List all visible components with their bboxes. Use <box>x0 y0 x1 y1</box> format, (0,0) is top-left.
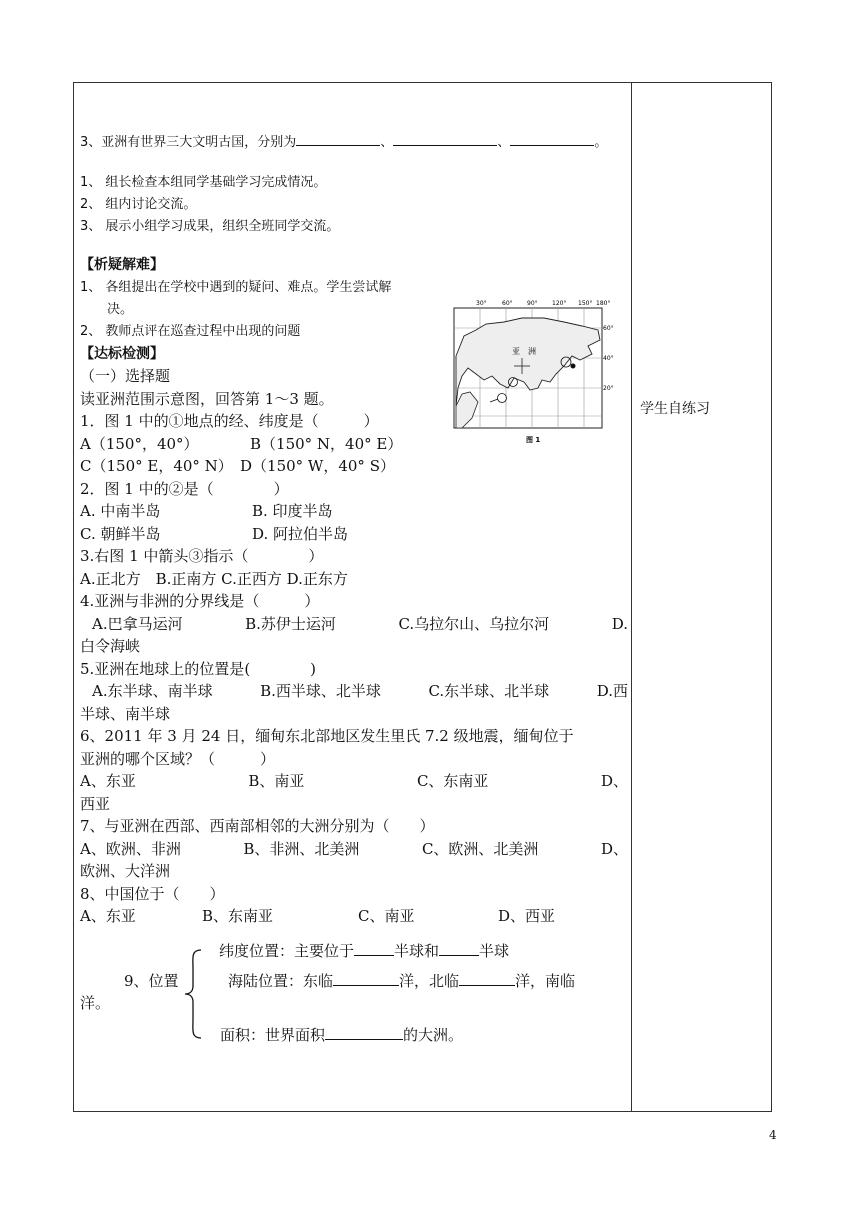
q6-options: A、东亚 B、南亚 C、东南亚 D、 <box>80 772 628 790</box>
q4-option-d-cont: 白令海峡 <box>80 637 141 655</box>
question-2: 2．图 1 中的②是（ ） <box>80 479 289 498</box>
answer-blank[interactable] <box>459 971 515 986</box>
q7-options: A、欧洲、非洲 B、非洲、北美洲 C、欧洲、北美洲 D、 <box>80 839 628 858</box>
q6-option-d-cont: 西亚 <box>80 794 111 813</box>
question-4: 4.亚洲与非洲的分界线是（ ） <box>80 592 320 610</box>
q9-sea-land: 海陆位置：东临 洋，北临 洋，南临 <box>228 971 576 990</box>
svg-text:90°: 90° <box>527 300 538 307</box>
svg-text:180°: 180° <box>596 300 611 307</box>
q5-options: A.东半球、南半球 B.西半球、北半球 C.东半球、北半球 D.西 <box>92 682 628 700</box>
side-note: 学生自练习 <box>640 401 710 417</box>
check-heading: 【达标检测】 <box>80 345 164 362</box>
group-steps <box>80 172 628 238</box>
answer-blank[interactable] <box>354 941 394 956</box>
svg-text:60°: 60° <box>502 300 513 307</box>
group-step: 1、 组长检查本组同学基础学习完成情况。 <box>80 175 327 190</box>
q4-options: A.巴拿马运河 B.苏伊士运河 C.乌拉尔山、乌拉尔河 D. <box>92 614 628 633</box>
q8-options: A、东亚 B、东南亚 C、南亚 D、西亚 <box>80 907 556 925</box>
svg-text:亚 洲: 亚 洲 <box>512 347 536 356</box>
question-6-cont: 亚洲的哪个区域？（ ） <box>80 749 276 768</box>
svg-text:图 1: 图 1 <box>526 436 541 444</box>
asia-map <box>452 296 612 446</box>
answer-blank[interactable] <box>325 1025 403 1040</box>
analyze-item: 决。 <box>107 301 134 317</box>
answer-blank[interactable] <box>296 131 380 146</box>
svg-text:20°: 20° <box>603 385 614 392</box>
question-8: 8、中国位于（ ） <box>80 884 225 903</box>
q5-option-d-cont: 半球、南半球 <box>80 704 171 723</box>
q2-options-ab: A. 中南半岛 B. 印度半岛 <box>80 502 333 520</box>
svg-text:60°: 60° <box>603 325 614 332</box>
answer-blank[interactable] <box>510 131 594 146</box>
svg-text:40°: 40° <box>603 355 614 362</box>
answer-blank[interactable] <box>439 941 479 956</box>
q1-options-ab: A（150°，40°） B（150° N，40° E） <box>80 434 403 453</box>
question-5: 5.亚洲在地球上的位置是( ) <box>80 659 317 678</box>
q9-label: 9、位置 <box>124 971 179 990</box>
svg-text:30°: 30° <box>476 300 487 307</box>
page-number: 4 <box>769 1128 777 1142</box>
q3-line: 3、亚洲有世界三大文明古国，分别为 、 、 。 <box>80 131 628 154</box>
answer-blank[interactable] <box>393 131 497 146</box>
question-7: 7、与亚洲在西部、西南部相邻的大洲分别为（ ） <box>80 817 435 835</box>
question-9 <box>80 940 628 1050</box>
q3b-options: A.正北方 B.正南方 C.正西方 D.正东方 <box>80 569 348 588</box>
analyze-heading: 【析疑解难】 <box>80 257 164 273</box>
group-step: 2、 组内讨论交流。 <box>80 197 197 212</box>
question-6: 6、2011 年 3 月 24 日，缅甸东北部地区发生里氏 7.2 级地震，缅甸位于 <box>80 727 574 745</box>
read-prompt: 读亚洲范围示意图，回答第 1～3 题。 <box>80 389 334 408</box>
svg-text:150°: 150° <box>578 300 593 307</box>
q9-area: 面积：世界面积 的大洲。 <box>220 1025 464 1044</box>
answer-blank[interactable] <box>333 971 399 986</box>
q7-option-d-cont: 欧洲、大洋洲 <box>80 862 171 880</box>
column-divider <box>631 82 632 1112</box>
analyze-item: 2、 教师点评在巡查过程中出现的问题 <box>80 323 301 339</box>
section-mc: （一）选择题 <box>80 367 171 385</box>
main-content <box>80 120 628 1050</box>
group-step: 3、 展示小组学习成果，组织全班同学交流。 <box>80 219 340 234</box>
q1-options-cd: C（150° E，40° N） D（150° W，40° S） <box>80 457 395 475</box>
brace-icon <box>183 948 203 1040</box>
map-point-1 <box>571 364 576 369</box>
q2-options-cd: C. 朝鲜半岛 D. 阿拉伯半岛 <box>80 524 349 543</box>
q9-sea-end: 洋。 <box>80 993 111 1012</box>
analyze-item: 1、 各组提出在学校中遇到的疑问、难点。学生尝试解 <box>80 279 392 295</box>
question-1: 1．图 1 中的①地点的经、纬度是（ ） <box>80 412 379 430</box>
question-3b: 3.右图 1 中箭头③指示（ ） <box>80 547 324 565</box>
svg-text:120°: 120° <box>552 300 567 307</box>
q9-latitude: 纬度位置：主要位于 半球和 半球 <box>219 941 510 960</box>
